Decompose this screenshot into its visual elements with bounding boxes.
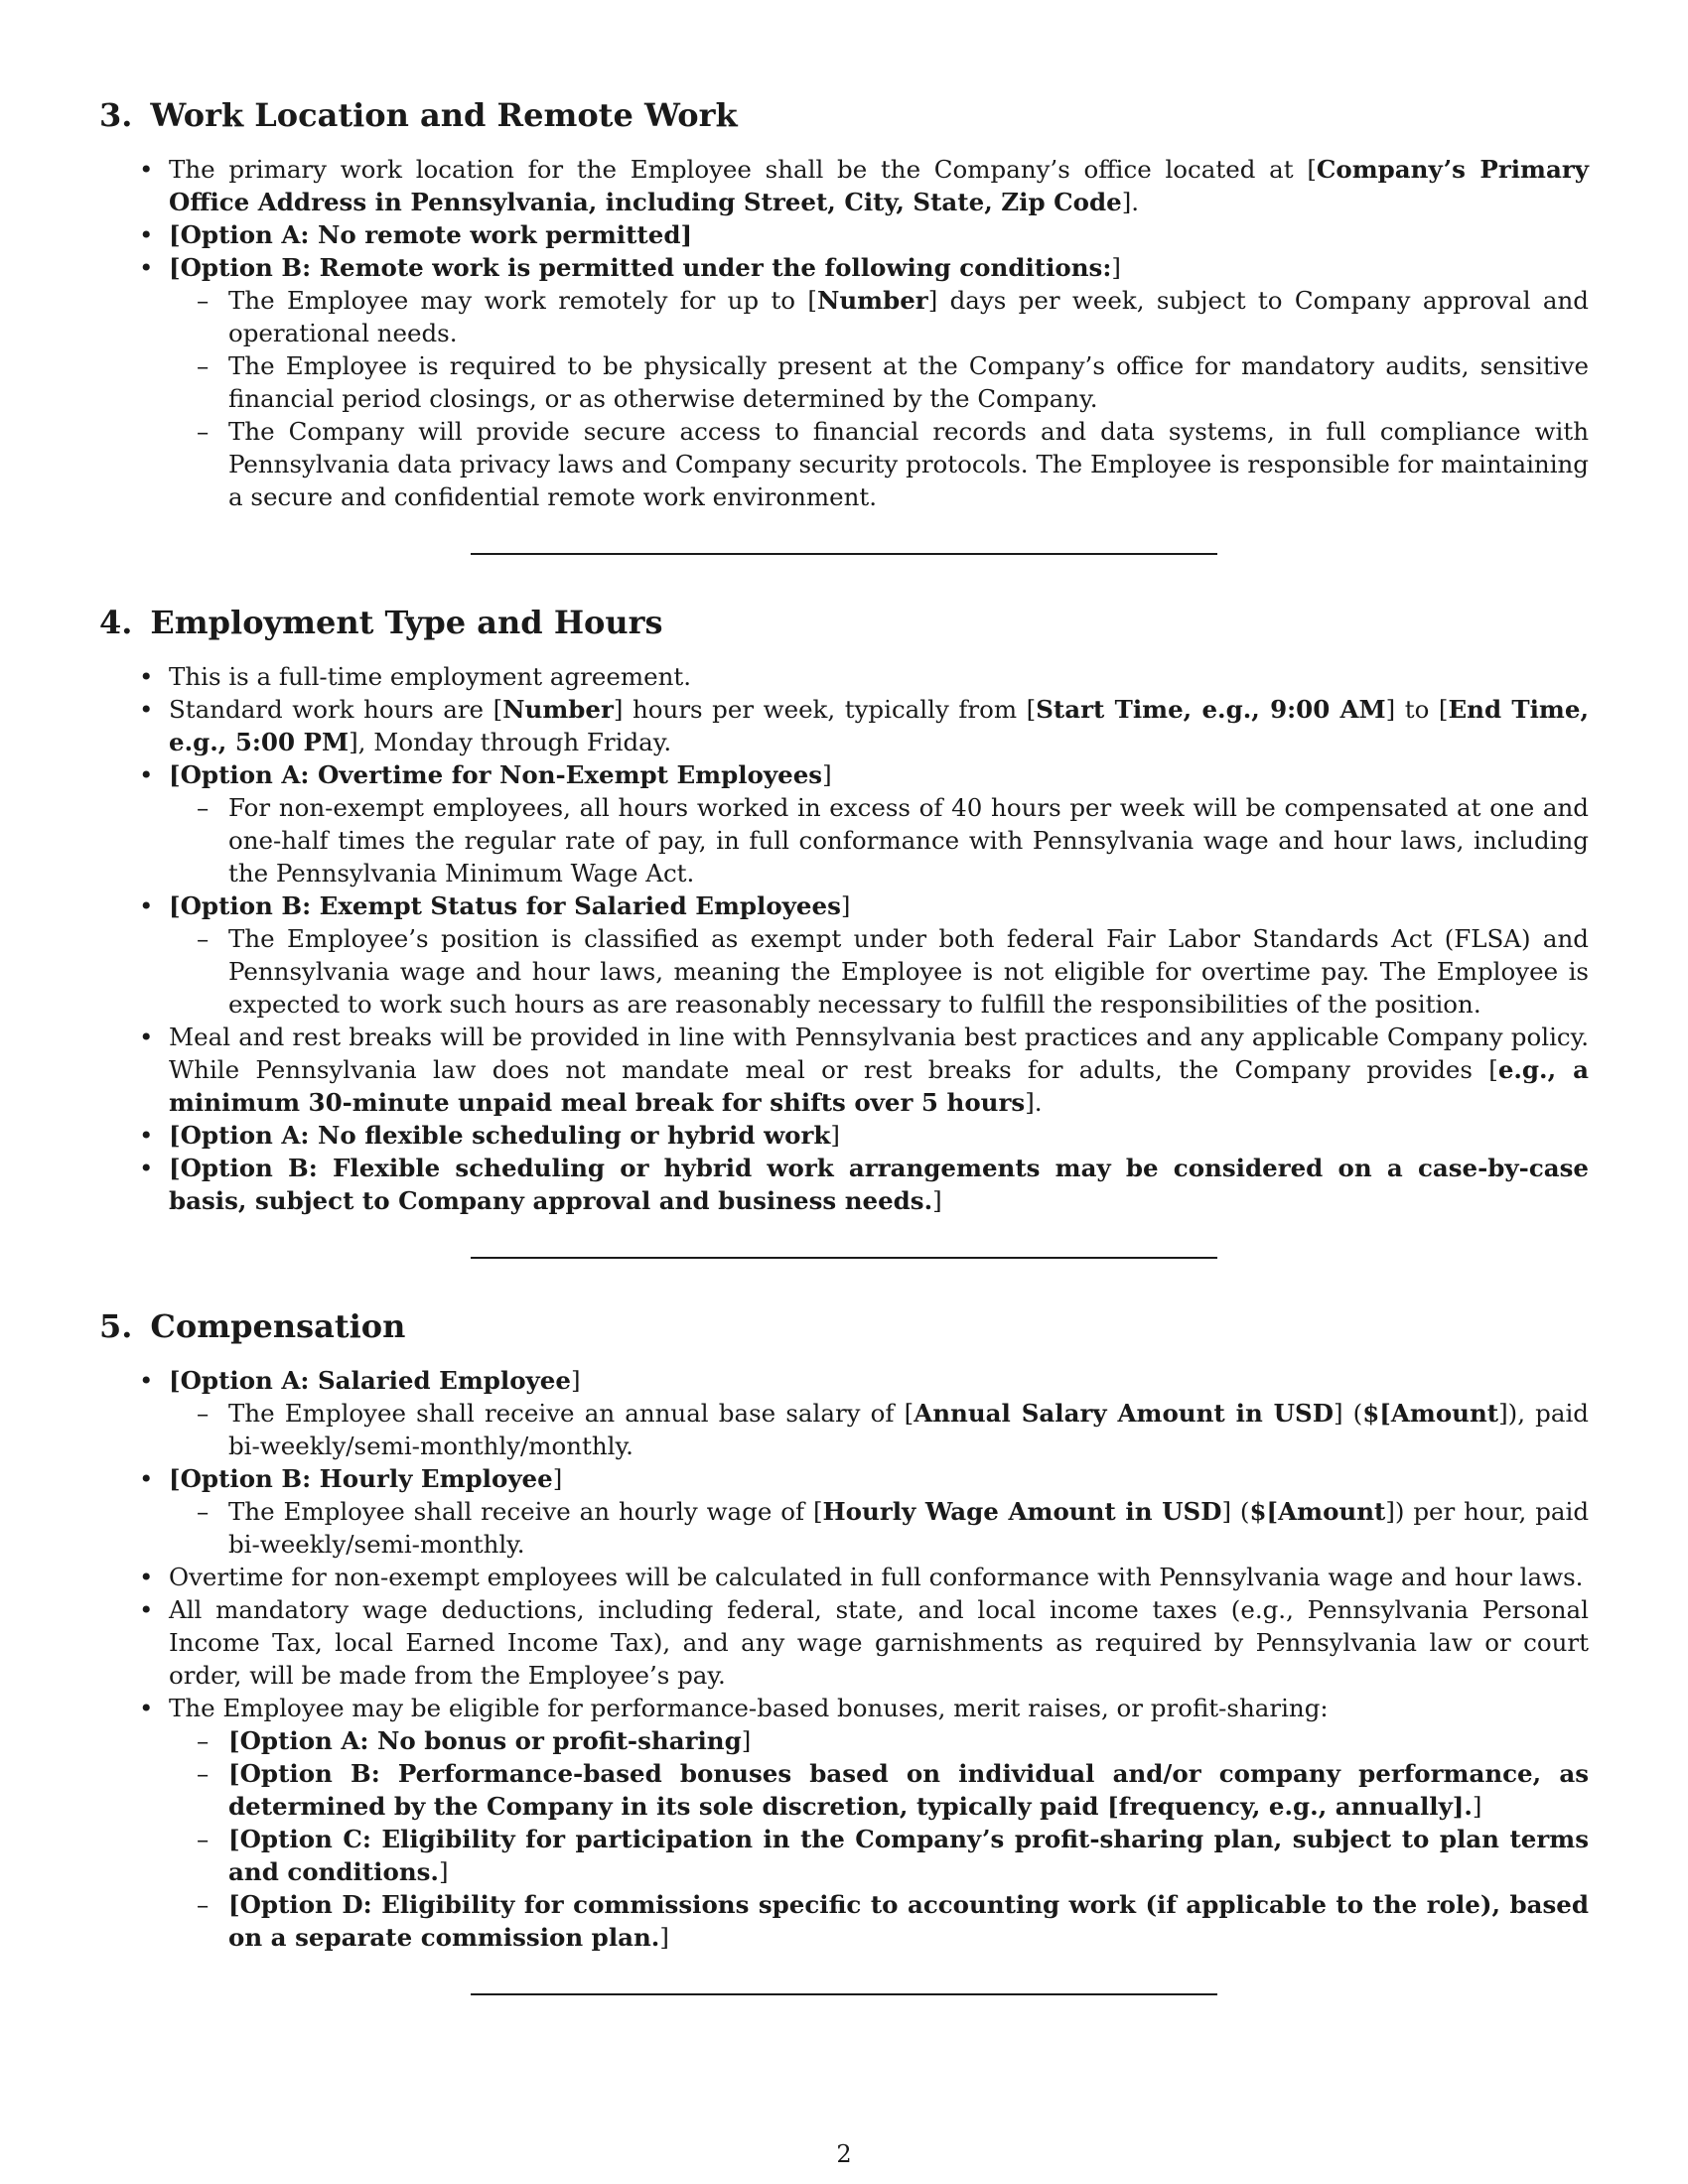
section-heading: 4. Employment Type and Hours — [99, 604, 663, 641]
sub-list-item: – [Option D: Eligibility for commissions specific to accounting work (if applicable to the role), based on a separate commission plan.] — [169, 1888, 1589, 1954]
sub-list-item: – For non-exempt employees, all hours worked in excess of 40 hours per week will be compensated at one and one-half times the regular rate of pay, in full conformance with Pennsylvania wage and hour laws, including the Pennsylvania Minimum Wage Act. — [169, 791, 1589, 889]
list-item: • [Option B: Remote work is permitted under the following conditions:] – The Employee may work remotely for up to [Number] days per week, subject to Company approval and operational needs. – The Employee is required to be physically present at the Company’s office for mandatory audits, sensitive financial period closings, or as otherwise determined by the Company. – The Company will provide secure access to financial records and data systems, in full compliance with Pennsylvania data privacy laws and Company security protocols. The Employee is responsible for maintaining a secure and confidential remote work environment. — [99, 251, 1589, 513]
list-item: • Meal and rest breaks will be provided in line with Pennsylvania best practices and any applicable Company policy. While Pennsylvania law does not mandate meal or rest breaks for adults, the Company provides [e.g., a minimum 30-minute unpaid meal break for shifts over 5 hours]. — [99, 1021, 1589, 1119]
document-page — [99, 95, 1589, 1995]
sub-list-item: – The Employee’s position is classified as exempt under both federal Fair Labor Standards Act (FLSA) and Pennsylvania wage and hour laws, meaning the Employee is not eligible for overtime pay. The Employee is expected to work such hours as are reasonably necessary to fulfill the responsibilities of the position. — [169, 922, 1589, 1021]
sub-list — [169, 791, 1589, 889]
section-heading: 5. Compensation — [99, 1307, 406, 1345]
sub-list-item: – [Option C: Eligibility for participation in the Company’s profit-sharing plan, subject to plan terms and conditions.] — [169, 1823, 1589, 1888]
section-divider — [471, 1993, 1217, 1995]
list-item: • Overtime for non-exempt employees will be calculated in full conformance with Pennsylvania wage and hour laws. — [99, 1561, 1589, 1593]
list-item: • [Option A: No flexible scheduling or hybrid work] — [99, 1119, 1589, 1152]
list-item: • [Option A: No remote work permitted] — [99, 218, 1589, 251]
sub-list-item: – The Employee shall receive an annual base salary of [Annual Salary Amount in USD] ($[Amount]), paid bi-weekly/semi-monthly/monthly. — [169, 1397, 1589, 1462]
sub-list-item: – The Employee is required to be physically present at the Company’s office for mandatory audits, sensitive financial period closings, or as otherwise determined by the Company. — [169, 349, 1589, 415]
sub-list — [169, 1495, 1589, 1561]
sub-list — [169, 1724, 1589, 1954]
section-compensation — [99, 1306, 1589, 1995]
section-employment-type — [99, 603, 1589, 1259]
section-heading: 3. Work Location and Remote Work — [99, 96, 738, 134]
section-list — [99, 1364, 1589, 1954]
sub-list-item: – [Option A: No bonus or profit-sharing] — [169, 1724, 1589, 1757]
list-item: • The Employee may be eligible for performance-based bonuses, merit raises, or profit-sharing: – [Option A: No bonus or profit-sharing] – [Option B: Performance-based bonuses based on individual and/or company performance, as determined by the Company in its sole discretion, typically paid [frequency, e.g., annually].] – [Option C: Eligibility for participation in the Company’s profit-sharing plan, subject to plan terms and conditions.] – [Option D: Eligibility for commissions specific to accounting work (if applicable to the role), based on a separate commission plan.] — [99, 1692, 1589, 1954]
sub-list-item: – [Option B: Performance-based bonuses based on individual and/or company performance, as determined by the Company in its sole discretion, typically paid [frequency, e.g., annually].] — [169, 1757, 1589, 1823]
section-list — [99, 660, 1589, 1217]
sub-list-item: – The Employee shall receive an hourly wage of [Hourly Wage Amount in USD] ($[Amount]) per hour, paid bi-weekly/semi-monthly. — [169, 1495, 1589, 1561]
list-item: • All mandatory wage deductions, including federal, state, and local income taxes (e.g., Pennsylvania Personal Income Tax, local Earned Income Tax), and any wage garnishments as required by Pennsylvania law or court order, will be made from the Employee’s pay. — [99, 1593, 1589, 1692]
sub-list — [169, 1397, 1589, 1462]
sub-list-item: – The Employee may work remotely for up to [Number] days per week, subject to Company approval and operational needs. — [169, 284, 1589, 349]
list-item: • [Option A: Salaried Employee] – The Employee shall receive an annual base salary of [Annual Salary Amount in USD] ($[Amount]), paid bi-weekly/semi-monthly/monthly. — [99, 1364, 1589, 1462]
list-item: • [Option B: Hourly Employee] – The Employee shall receive an hourly wage of [Hourly Wage Amount in USD] ($[Amount]) per hour, paid bi-weekly/semi-monthly. — [99, 1462, 1589, 1561]
list-item: • [Option B: Flexible scheduling or hybrid work arrangements may be considered on a case-by-case basis, subject to Company approval and business needs.] — [99, 1152, 1589, 1217]
list-item: • [Option B: Exempt Status for Salaried Employees] – The Employee’s position is classified as exempt under both federal Fair Labor Standards Act (FLSA) and Pennsylvania wage and hour laws, meaning the Employee is not eligible for overtime pay. The Employee is expected to work such hours as are reasonably necessary to fulfill the responsibilities of the position. — [99, 889, 1589, 1021]
list-item: • The primary work location for the Employee shall be the Company’s office located at [Company’s Primary Office Address in Pennsylvania, including Street, City, State, Zip Code]. — [99, 153, 1589, 218]
sub-list — [169, 284, 1589, 513]
section-divider — [471, 1257, 1217, 1259]
section-work-location — [99, 95, 1589, 555]
page-number: 2 — [836, 2140, 852, 2168]
sub-list-item: – The Company will provide secure access to financial records and data systems, in full compliance with Pennsylvania data privacy laws and Company security protocols. The Employee is responsible for maintaining a secure and confidential remote work environment. — [169, 415, 1589, 513]
list-item: • [Option A: Overtime for Non-Exempt Employees] – For non-exempt employees, all hours worked in excess of 40 hours per week will be compensated at one and one-half times the regular rate of pay, in full conformance with Pennsylvania wage and hour laws, including the Pennsylvania Minimum Wage Act. — [99, 758, 1589, 889]
list-item: • Standard work hours are [Number] hours per week, typically from [Start Time, e.g., 9:00 AM] to [End Time, e.g., 5:00 PM], Monday through Friday. — [99, 693, 1589, 758]
sub-list — [169, 922, 1589, 1021]
section-divider — [471, 553, 1217, 555]
list-item: • This is a full-time employment agreement. — [99, 660, 1589, 693]
section-list — [99, 153, 1589, 513]
